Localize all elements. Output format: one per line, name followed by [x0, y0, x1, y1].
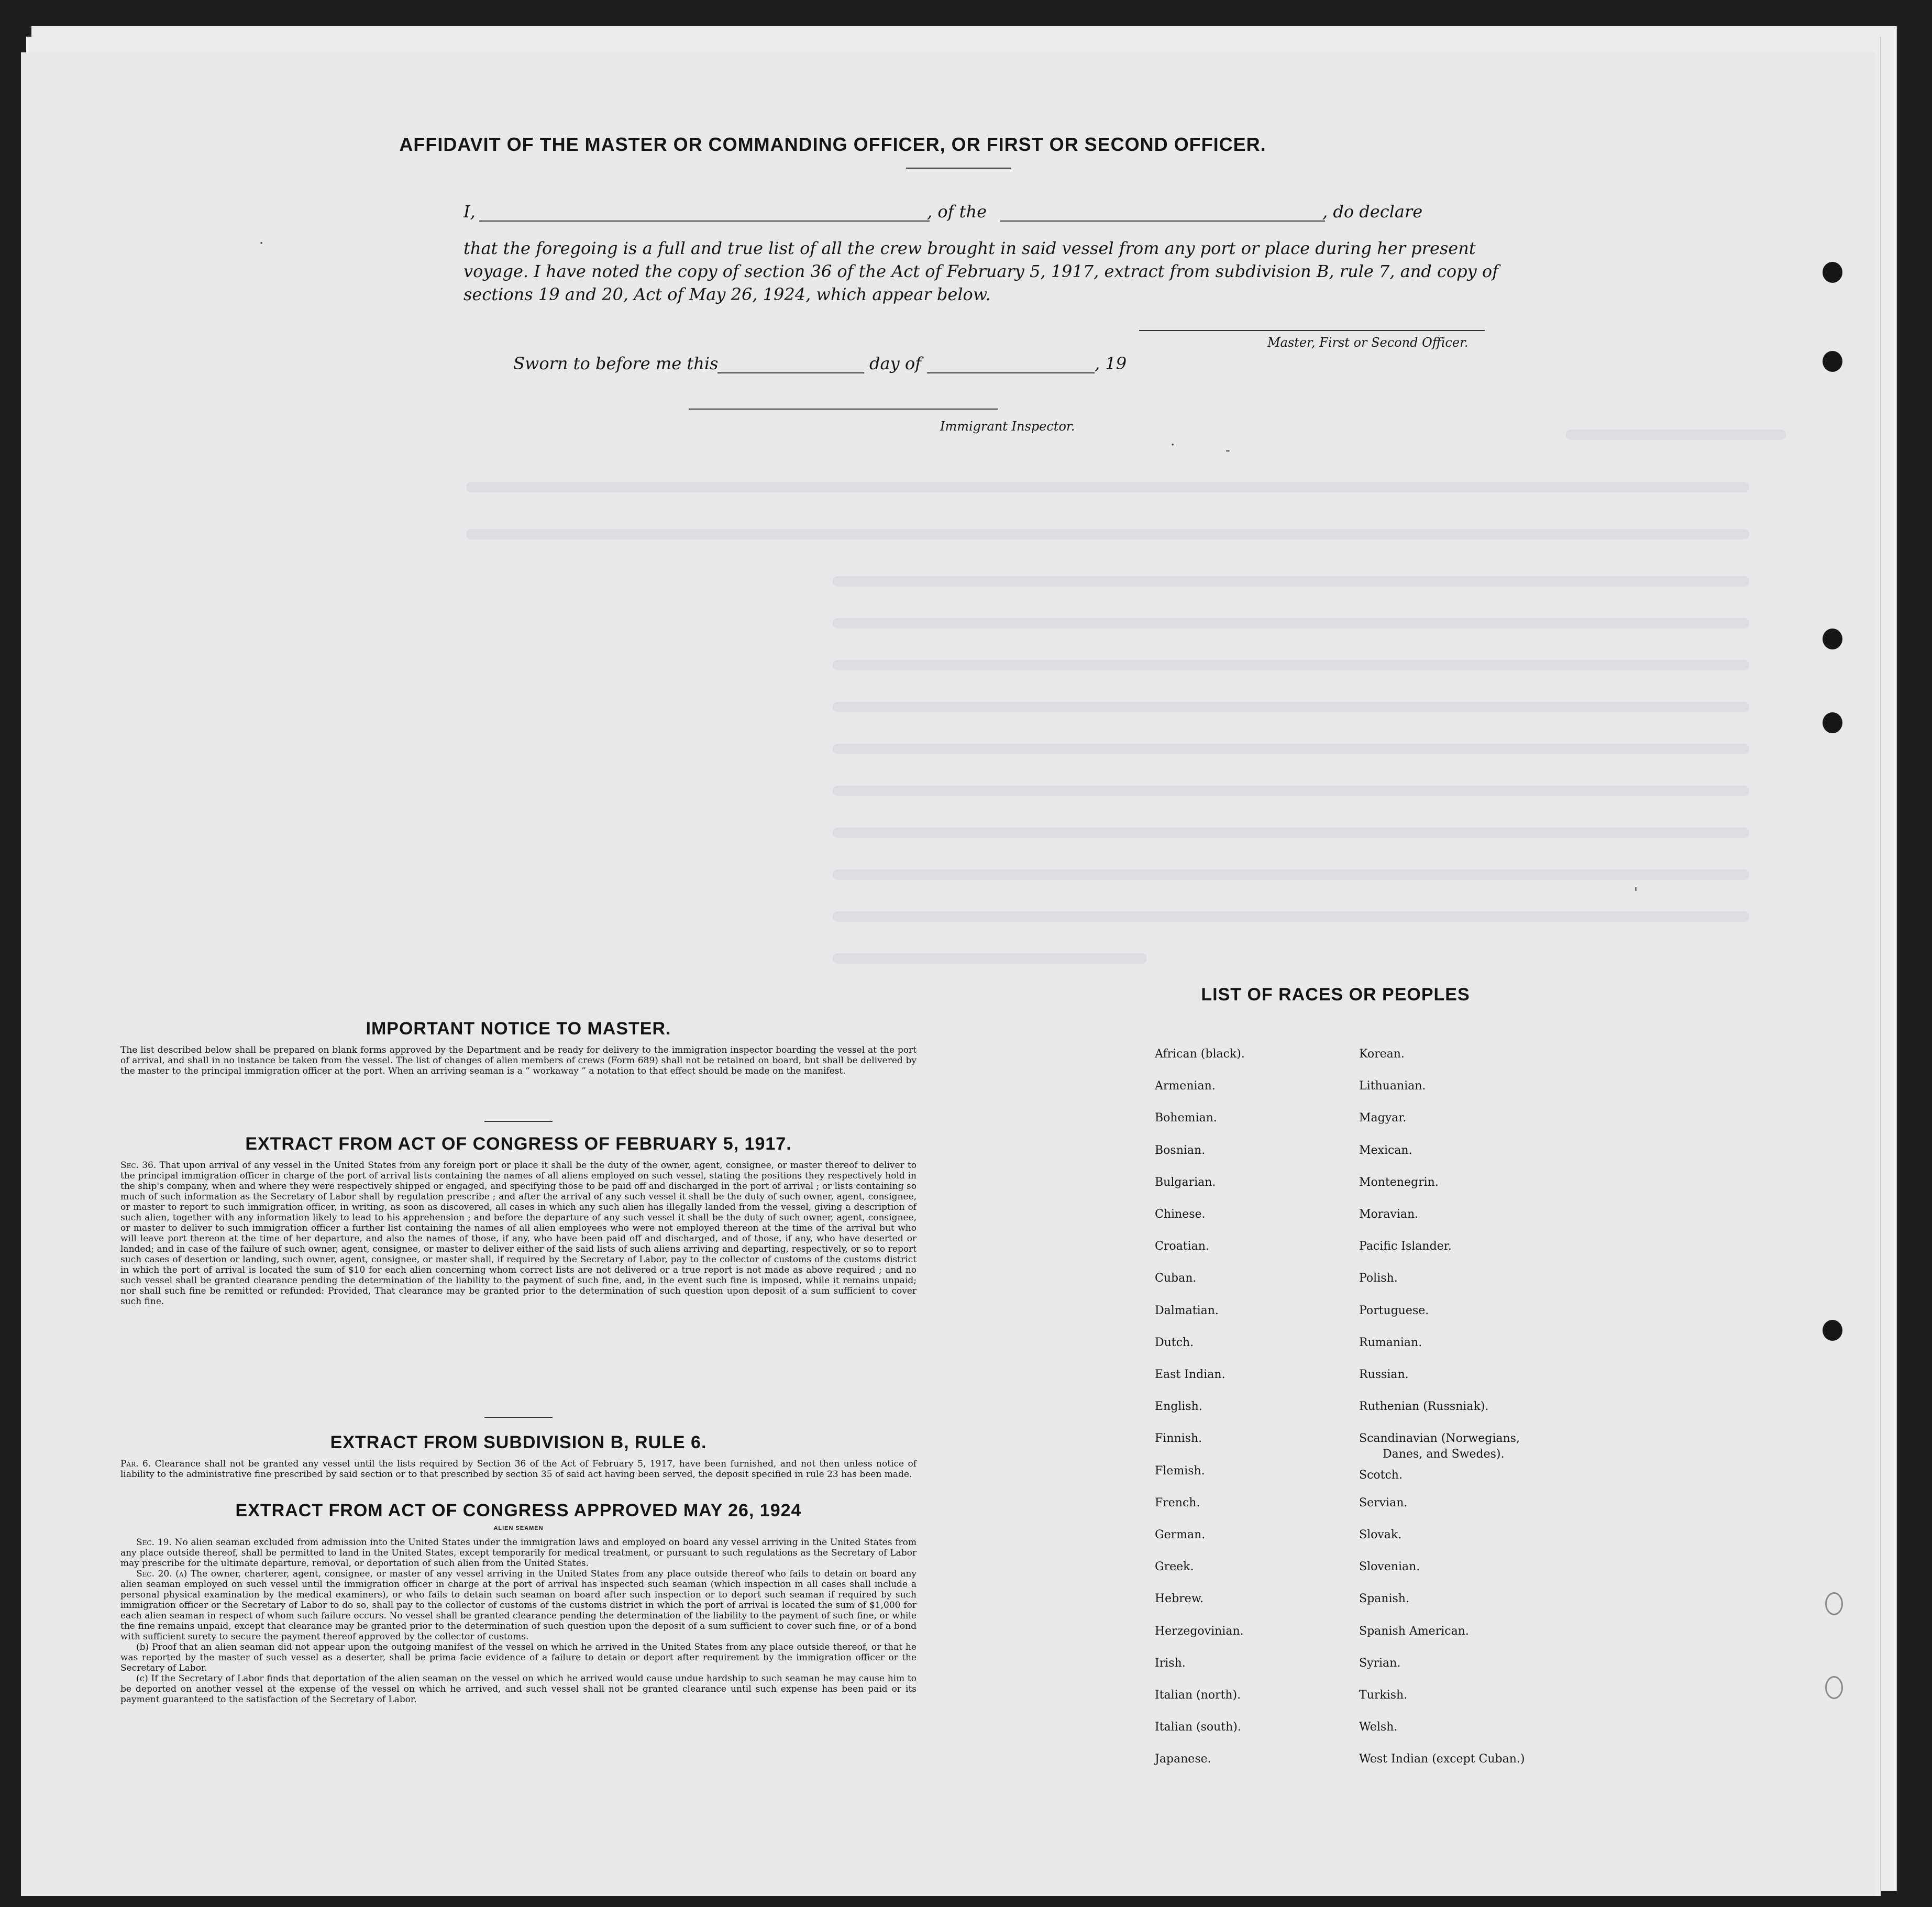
- extract-1924-title: EXTRACT FROM ACT OF CONGRESS APPROVED MAY 26, 1924: [235, 1501, 802, 1520]
- sworn-line: [513, 354, 1142, 380]
- race-item: Danes, and Swedes).: [1383, 1448, 1505, 1461]
- race-item: Spanish American.: [1359, 1624, 1469, 1638]
- race-item: Rumanian.: [1359, 1336, 1422, 1349]
- section-19-text: No alien seaman excluded from admission into the United States under the immigration laws and employed on board any vessel arriving in the United States from any place outside thereof, shall be permitted to land in the United States, except temporarily for medical treatment, or pursuant to such regulations as the Secretary of Labor may prescribe for the ultimate departure, removal, or deportation of such alien from the United States.: [120, 1537, 917, 1569]
- race-item: Japanese.: [1155, 1752, 1211, 1766]
- sworn-prefix: Sworn to before me this: [513, 354, 719, 373]
- race-item: Pacific Islander.: [1359, 1240, 1452, 1253]
- race-item: Lithuanian.: [1359, 1079, 1426, 1093]
- race-item: Welsh.: [1359, 1721, 1398, 1734]
- race-item: Syrian.: [1359, 1656, 1401, 1670]
- notice-title: IMPORTANT NOTICE TO MASTER.: [366, 1019, 671, 1039]
- race-item: Herzegovinian.: [1155, 1624, 1244, 1638]
- punch-hole: [1823, 712, 1842, 733]
- extract-1917-title: EXTRACT FROM ACT OF CONGRESS OF FEBRUARY 5, 1917.: [245, 1134, 792, 1154]
- section-20b: (b) Proof that an alien seaman did not appear upon the outgoing manifest of the vessel on which he arrived in the United States from any place outside thereof, or that he was reported by the master of such vessel as a deserter, shall be prima facie evidence of a failure to detain or deport after requirement by the immigration officer or the Secretary of Labor.: [120, 1642, 917, 1673]
- race-item: Dutch.: [1155, 1336, 1194, 1349]
- stray-mark: ·: [1171, 437, 1175, 453]
- master-signature-line: [1139, 330, 1485, 331]
- vessel-blank: [1000, 202, 1325, 222]
- race-item: Turkish.: [1359, 1689, 1408, 1702]
- race-item: Korean.: [1359, 1048, 1405, 1061]
- race-item: Armenian.: [1155, 1079, 1216, 1093]
- master-signature-label: Master, First or Second Officer.: [1267, 335, 1469, 350]
- race-item: Bohemian.: [1155, 1111, 1217, 1125]
- sworn-day-of: day of: [869, 354, 921, 373]
- extract-1924-text: [120, 1537, 917, 1705]
- day-blank: [717, 354, 864, 373]
- race-item: Cuban.: [1155, 1272, 1197, 1285]
- race-item: Hebrew.: [1155, 1592, 1204, 1606]
- race-item: Bulgarian.: [1155, 1175, 1216, 1189]
- race-item: Ruthenian (Russniak).: [1359, 1400, 1489, 1414]
- race-item: German.: [1155, 1528, 1206, 1541]
- extract-1924-subtitle: ALIEN SEAMEN: [493, 1525, 544, 1531]
- sworn-year: , 19: [1095, 354, 1127, 373]
- extract-rule6-title: EXTRACT FROM SUBDIVISION B, RULE 6.: [330, 1432, 707, 1452]
- race-item: Bosnian.: [1155, 1143, 1206, 1157]
- section-20a: [120, 1569, 917, 1642]
- name-blank: [479, 202, 930, 222]
- paragraph-label: Par. 6.: [120, 1459, 151, 1469]
- affidavit-body: that the foregoing is a full and true list of all the crew brought in said vessel from any port or place during her present voyage. I have noted the copy of section 36 of the Act of February 5, 1917, extract from subdivision B, rule 7, and copy of sections 19 and 20, Act of May 26, 1924, which appear below.: [463, 238, 1498, 304]
- declaration-do-declare: , do declare: [1322, 202, 1423, 222]
- declaration-i: I,: [463, 202, 476, 222]
- section-20a-text: The owner, charterer, agent, consignee, or master of any vessel arriving in the United States from any place outside thereof who fails to detain on board any alien seaman employed on such vessel until the immigration officer in charge at the port of arrival has inspected such seaman (which inspection in all cases shall include a personal physical examination by the medical examiners), or who fails to detain such seaman on board after such inspection or to deport such seaman if required by such immigration officer or the Secretary of Labor to do so, shall pay to the collector of customs of the customs district in which the port of arrival is located the sum of $1,000 for each alien seaman in respect of whom such failure occurs. No vessel shall be granted clearance pending the determination of the liability to the payment of such fine, or while the fine remains unpaid, except that clearance may be granted prior to the determination of such question upon the deposit of a sum sufficient to cover such fine, or of a bond with sufficient surety to secure the payment thereof approved by the collector of customs.: [120, 1569, 917, 1642]
- section-20c: (c) If the Secretary of Labor finds that deportation of the alien seaman on the vessel on which he arrived would cause undue hardship to such seaman he may cause him to be deported on another vessel at the expense of the vessel on which he arrived, and such vessel shall not be granted clearance until such expense has been paid or its payment guaranteed to the satisfaction of the Secretary of Labor.: [120, 1673, 917, 1705]
- race-item: Italian (north).: [1155, 1689, 1241, 1702]
- race-item: English.: [1155, 1400, 1202, 1414]
- race-item: Chinese.: [1155, 1208, 1206, 1221]
- punch-hole: [1823, 629, 1842, 649]
- extract-1917-text: [120, 1160, 917, 1307]
- title-rule: [906, 168, 1011, 169]
- stray-mark: -: [1226, 443, 1230, 458]
- inspector-signature-label: Immigrant Inspector.: [940, 419, 1075, 434]
- extract-rule6-text: [120, 1459, 917, 1480]
- race-item: Irish.: [1155, 1656, 1186, 1670]
- section-label: Sec. 19.: [136, 1537, 172, 1548]
- section-label: Sec. 36.: [120, 1160, 157, 1171]
- race-item: West Indian (except Cuban.): [1359, 1752, 1525, 1766]
- race-item: East Indian.: [1155, 1368, 1226, 1381]
- declaration-of-the: , of the: [927, 202, 987, 222]
- races-title: LIST OF RACES OR PEOPLES: [1201, 985, 1470, 1005]
- race-item: Russian.: [1359, 1368, 1409, 1381]
- race-item: Mexican.: [1359, 1143, 1412, 1157]
- punch-hole: [1823, 1320, 1842, 1341]
- declaration-line: [463, 202, 1511, 228]
- section-divider: [484, 1121, 553, 1122]
- stray-mark: ·: [259, 236, 264, 251]
- race-item: Finnish.: [1155, 1432, 1202, 1446]
- punch-hole: [1825, 1676, 1843, 1699]
- punch-hole: [1825, 1592, 1843, 1615]
- inspector-signature-line: [689, 409, 998, 410]
- race-item: Slovak.: [1359, 1528, 1402, 1541]
- race-item: Magyar.: [1359, 1111, 1407, 1125]
- section-19: [120, 1537, 917, 1569]
- punch-hole: [1823, 262, 1842, 283]
- race-item: Servian.: [1359, 1496, 1408, 1509]
- punch-hole: [1823, 351, 1842, 372]
- section-label: Sec. 20. (a): [136, 1569, 187, 1579]
- race-item: Scandinavian (Norwegians,: [1359, 1432, 1520, 1446]
- race-item: Scotch.: [1359, 1468, 1403, 1482]
- race-item: Moravian.: [1359, 1208, 1419, 1221]
- notice-text: The list described below shall be prepared on blank forms approved by the Department and be ready for delivery to the immigration inspector boarding the vessel at the port of arrival, and shall in no instance be taken from the vessel. The list of changes of alien members of crews (Form 689) shall not be retained on board, but shall be delivered by the master to the principal immigration officer at the port. When an arriving seaman is a “ workaway ” a notation to that effect should be made on the manifest.: [120, 1045, 917, 1076]
- rule6-text: Clearance shall not be granted any vessel until the lists required by Section 36 of the Act of February 5, 1917, have been furnished, and not then unless notice of liability to the administrative fine prescribed by said section or to that prescribed by section 35 of said act having been served, the deposit specified in rule 23 has been made.: [120, 1459, 917, 1480]
- race-item: Montenegrin.: [1359, 1175, 1439, 1189]
- section-divider: [484, 1417, 553, 1418]
- affidavit-title: AFFIDAVIT OF THE MASTER OR COMMANDING OFFICER, OR FIRST OR SECOND OFFICER.: [399, 134, 1266, 155]
- race-item: Italian (south).: [1155, 1721, 1241, 1734]
- race-item: Slovenian.: [1359, 1560, 1420, 1574]
- race-item: French.: [1155, 1496, 1200, 1509]
- document-page: [21, 52, 1875, 1896]
- race-item: Portuguese.: [1359, 1304, 1429, 1317]
- race-item: Greek.: [1155, 1560, 1194, 1574]
- race-item: Dalmatian.: [1155, 1304, 1219, 1317]
- race-item: Spanish.: [1359, 1592, 1409, 1606]
- race-item: Polish.: [1359, 1272, 1398, 1285]
- race-item: Flemish.: [1155, 1464, 1205, 1478]
- section-36-text: That upon arrival of any vessel in the United States from any foreign port or place it shall be the duty of the owner, agent, consignee, or master thereof to deliver to the principal immigration officer in charge of the port of arrival lists containing the names of all aliens employed on such vessel, stating the positions they respectively hold in the ship's company, when and where they were respectively shipped or engaged, and specifying those to be paid off and discharged in the port of arrival ; or lists containing so much of such information as the Secretary of Labor shall by regulation prescribe ; and after the arrival of any such vessel it shall be the duty of such owner, agent, consignee, or master to report to such immigration officer, in writing, as soon as discovered, all cases in which any such alien has illegally landed from the vessel, giving a description of such alien, together with any information likely to lead to his apprehension ; and before the departure of any such vessel it shall be the duty of such owner, agent, consignee, or master to deliver to such immigration officer a further list containing the names of all alien employees who were not employed thereon at the time of the arrival but who will leave port thereon at the time of her departure, and also the names of those, if any, who have been paid off and discharged, and of those, if any, who have deserted or landed; and in case of the failure of such owner, agent, consignee, or master to deliver either of the said lists of such aliens arriving and departing, respectively, or so to report such cases of desertion or landing, such owner, agent, consignee, or master shall, if required by the Secretary of Labor, pay to the collector of customs of the customs district in which the port of arrival is located the sum of $10 for each alien concerning whom correct lists are not delivered or a true report is not made as above required ; and no such vessel shall be granted clearance pending the determination of the liability to the payment of such fine, and, in the event such fine is imposed, while it remains unpaid; nor shall such fine be remitted or refunded: Provided, That clearance may be granted prior to the determination of such question upon deposit of a sum sufficient to cover such fine.: [120, 1160, 917, 1307]
- month-blank: [927, 354, 1095, 373]
- race-item: Croatian.: [1155, 1240, 1209, 1253]
- stray-mark: ': [1634, 885, 1638, 901]
- race-item: African (black).: [1155, 1048, 1245, 1061]
